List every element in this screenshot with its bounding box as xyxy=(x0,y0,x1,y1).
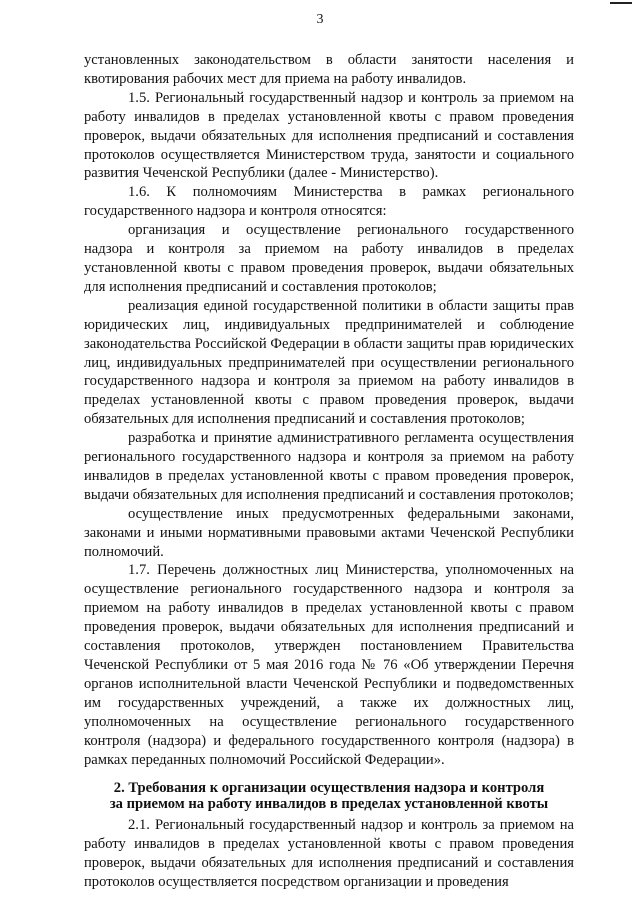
paragraph-1-5: 1.5. Региональный государственный надзор и контроль за приемом на работу инвалидов в пределах установленной квоты с правом проведения проверок, выдачи обязательных для исполнения предписаний и составления протоколов осуществляется Министерством труда, занятости и социального развития Чеченской Республики (далее - Министерство). xyxy=(84,89,574,182)
paragraph-1-6: 1.6. К полномочиям Министерства в рамках регионального государственного надзора и контроля относятся: xyxy=(84,184,574,220)
paragraph-1-7: 1.7. Перечень должностных лиц Министерства, уполномоченных на осуществление регионального государственного надзора и контроля за приемом на работу инвалидов в пределах установленной квоты с правом проведения проверок, выдачи обязательных для исполнения предписаний и составления протоколов, утвержден постановлением Правительства Чеченской Республики от 5 мая 2016 года № 76 «Об утверждении Перечня органов исполнительной власти Чеченской Республики и подведомственных им государственных учреждений, а также их должностных лиц, уполномоченных на осуществление регионального государственного контроля (надзора) и федерального государственного контроля (надзора) в рамках переданных полномочий Российской Федерации». xyxy=(84,562,574,768)
section-heading xyxy=(84,781,574,812)
paragraph-2-1: 2.1. Региональный государственный надзор и контроль за приемом на работу инвалидов в пределах установленной квоты с правом проведения проверок, выдачи обязательных для исполнения предписаний и составления протоколов осуществляется посредством организации и проведения xyxy=(84,817,574,890)
section-heading-line-2: за приемом на работу инвалидов в пределах установленной квоты xyxy=(109,795,549,812)
list-item-regulation: разработка и принятие административного регламента осуществления регионального государственного надзора и контроля за приемом на работу инвалидов в пределах установленной квоты с правом проведения проверок, выдачи обязательных для исполнения предписаний и составления протоколов; xyxy=(84,430,574,503)
list-item-policy: реализация единой государственной политики в области защиты прав юридических лиц, индивидуальных предпринимателей и соблюдение законодательства Российской Федерации в области защиты прав юридических лиц, индивидуальных предпринимателей при осуществлении регионального государственного надзора и контроля за приемом на работу инвалидов в пределах установленной квоты с правом проведения проверок, выдачи обязательных для исполнения предписаний и составления протоколов; xyxy=(84,297,574,428)
list-item-other-powers: осуществление иных предусмотренных федеральными законами, законами и иными нормативными правовыми актами Чеченской Республики полномочий. xyxy=(84,505,574,560)
corner-mark xyxy=(610,2,632,4)
paragraph-continuation: установленных законодательством в области занятости населения и квотирования рабочих мест для приема на работу инвалидов. xyxy=(84,52,574,87)
document-body xyxy=(84,51,574,892)
section-heading-line-1: 2. Требования к организации осуществления надзора и контроля xyxy=(113,780,545,797)
list-item-organization: организация и осуществление регионального государственного надзора и контроля за приемом на работу инвалидов в пределах установленной квоты с правом проведения проверок, выдачи обязательных для исполнения предписаний и составления протоколов; xyxy=(84,222,574,295)
page-number: 3 xyxy=(316,12,324,27)
